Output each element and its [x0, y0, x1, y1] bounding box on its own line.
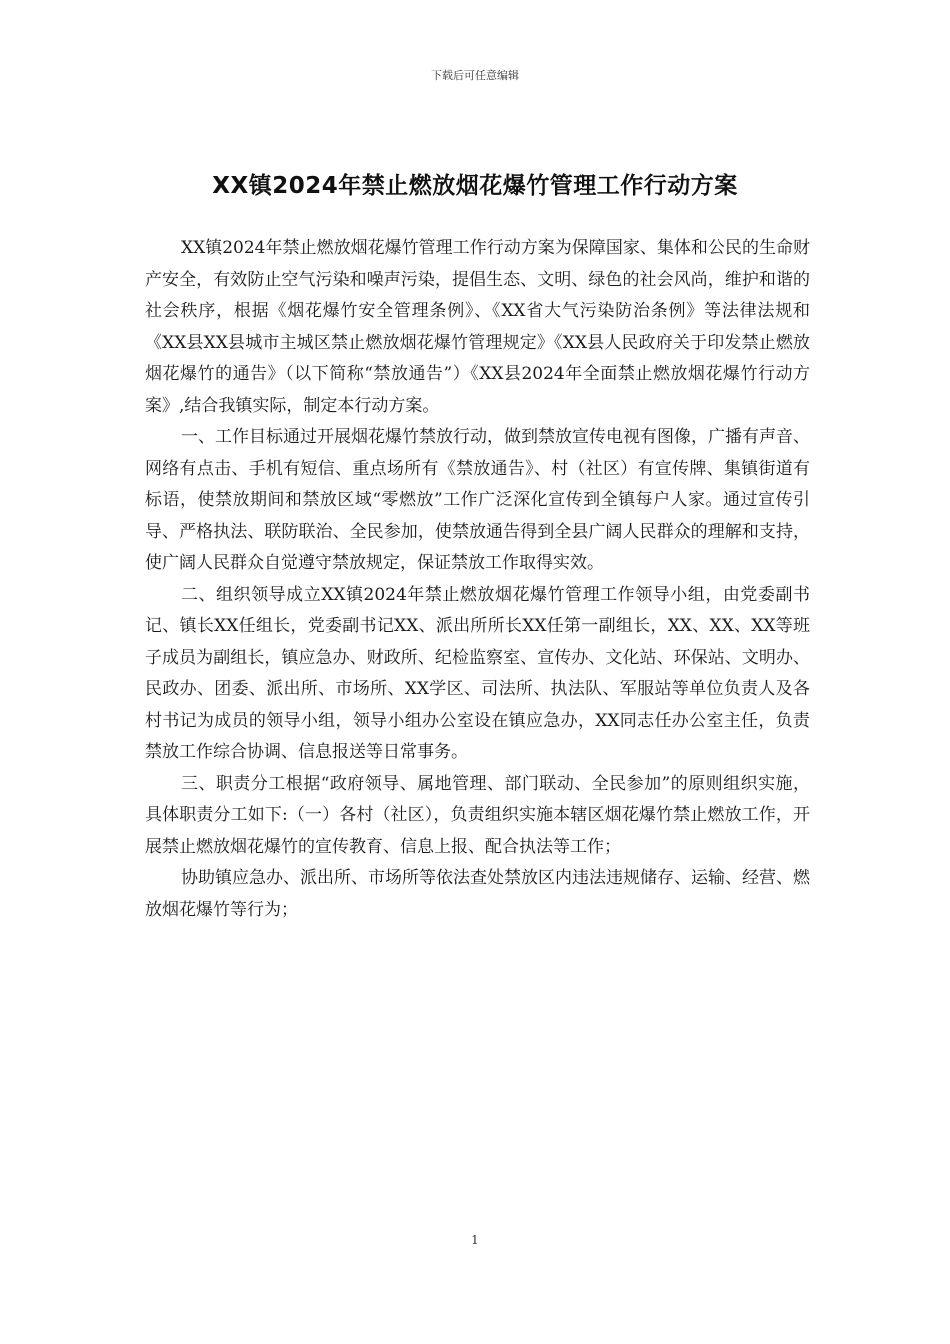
- document-title: XX镇2024年禁止燃放烟花爆竹管理工作行动方案: [212, 173, 738, 200]
- paragraph-assist: 协助镇应急办、派出所、市场所等依法查处禁放区内违法违规储存、运输、经营、燃放烟花爆竹等行为；: [145, 868, 810, 920]
- page-number: 1: [471, 1233, 479, 1247]
- header-note: 下载后可任意编辑: [431, 69, 519, 82]
- paragraph-organization: 二、组织领导成立XX镇2024年禁止燃放烟花爆竹管理工作领导小组，由党委副书记、镇长XX任组长，党委副书记XX、派出所所长XX任第一副组长，XX、XX、XX等班子成员为副组长，镇应急办、财政所、纪检监察室、宣传办、文化站、环保站、文明办、民政办、团委、派出所、市场所、XX学区、司法所、执法队、军服站等单位负责人及各村书记为成员的领导小组，领导小组办公室设在镇应急办，XX同志任办公室主任，负责禁放工作综合协调、信息报送等日常事务。: [145, 584, 810, 762]
- paragraph-intro: XX镇2024年禁止燃放烟花爆竹管理工作行动方案为保障国家、集体和公民的生命财产安全，有效防止空气污染和噪声污染，提倡生态、文明、绿色的社会风尚，维护和谐的社会秩序，根据《烟花爆竹安全管理条例》、《XX省大气污染防治条例》等法律法规和《XX县XX县城市主城区禁止燃放烟花爆竹管理规定》《XX县人民政府关于印发禁止燃放烟花爆竹的通告》（以下简称“禁放通告”）《XX县2024年全面禁止燃放烟花爆竹行动方案》,结合我镇实际，制定本行动方案。: [145, 238, 810, 416]
- paragraph-responsibilities: 三、职责分工根据“政府领导、属地管理、部门联动、全民参加”的原则组织实施，具体职责分工如下:（一）各村（社区），负责组织实施本辖区烟花爆竹禁止燃放工作，开展禁止燃放烟花爆竹的宣传教育、信息上报、配合执法等工作；: [145, 773, 810, 857]
- document-body: [145, 233, 810, 926]
- paragraph-work-goals: 一、工作目标通过开展烟花爆竹禁放行动，做到禁放宣传电视有图像，广播有声音、网络有点击、手机有短信、重点场所有《禁放通告》、村（社区）有宣传牌、集镇街道有标语，使禁放期间和禁放区域“零燃放”工作广泛深化宣传到全镇每户人家。通过宣传引导、严格执法、联防联治、全民参加，使禁放通告得到全县广阔人民群众的理解和支持，使广阔人民群众自觉遵守禁放规定，保证禁放工作取得实效。: [145, 427, 810, 573]
